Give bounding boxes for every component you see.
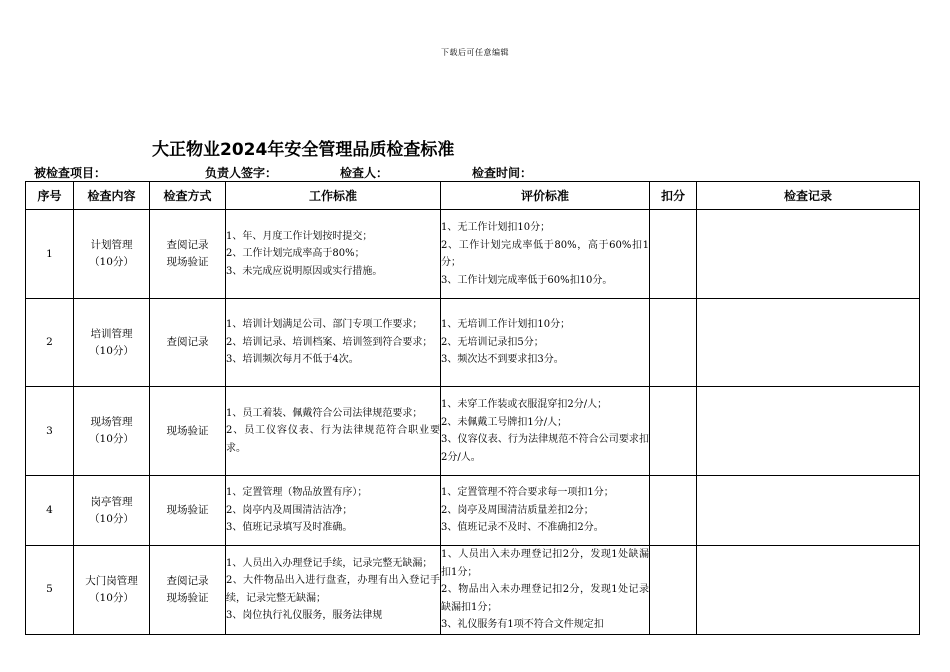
table-row [26,210,920,299]
responsible-label: 负责人签字： [205,166,278,180]
row-evaluation [441,299,650,387]
row-standard [226,210,441,299]
row-no: 3 [26,387,74,476]
header-deduction: 扣分 [650,182,697,210]
row-method [150,476,226,546]
method-line: 现场验证 [166,504,209,516]
row-content [74,476,150,546]
deduction-cell[interactable] [650,546,697,635]
row-no: 2 [26,299,74,387]
content-line: 大门岗管理 [85,574,138,587]
evaluation-item: 1、无工作计划扣10分； [441,222,551,233]
row-standard [226,299,441,387]
content-line: （10分） [89,256,134,268]
method-line: 现场验证 [166,591,209,604]
standard-item: 3、培训频次每月不低于4次。 [226,354,359,366]
row-method [150,546,226,635]
evaluation-item: 2、物品出入未办理登记扣2分，发现1处记录缺漏扣1分； [441,584,649,613]
deduction-cell[interactable] [650,476,697,546]
table-row [26,476,920,546]
standard-item: 1、人员出入办理登记手续，记录完整无缺漏； [226,557,433,569]
inspector-label: 检查人： [340,166,389,180]
standard-item: 2、培训记录、培训档案、培训签到符合要求； [226,336,433,348]
standard-item: 2、工作计划完成率高于80%； [226,248,365,260]
header-record: 检查记录 [697,182,920,210]
row-no: 1 [26,210,74,299]
row-method [150,387,226,476]
row-standard [226,476,441,546]
content-line: 计划管理 [90,239,133,251]
row-method [150,299,226,387]
header-content: 检查内容 [74,182,150,210]
content-line: 现场管理 [90,416,133,428]
deduction-cell[interactable] [650,210,697,299]
evaluation-item: 3、工作计划完成率低于60%扣10分。 [441,274,613,286]
evaluation-item: 3、仪容仪表、行为法律规范不符合公司要求扣2分/人。 [441,434,649,463]
evaluation-item: 2、工作计划完成率低于80%，高于60%扣1分； [441,239,649,268]
row-evaluation [441,546,650,635]
table-header-row [26,182,920,210]
evaluation-item: 1、未穿工作装或衣服混穿扣2分/人； [441,399,608,410]
row-method [150,210,226,299]
inspection-table [25,181,920,635]
evaluation-item: 1、无培训工作计划扣10分； [441,319,571,331]
row-evaluation [441,476,650,546]
document-title: 大正物业2024年安全管理品质检查标准 [152,140,455,160]
project-label: 被检查项目： [34,166,107,180]
time-label: 检查时间： [472,166,533,180]
standard-item: 1、定置管理（物品放置有序）； [226,487,368,499]
method-line: 现场验证 [166,424,209,437]
standard-item: 1、年、月度工作计划按时提交； [226,230,373,242]
deduction-cell[interactable] [650,299,697,387]
row-standard [226,546,441,635]
method-line: 查阅记录 [166,574,209,587]
record-cell[interactable] [697,299,920,387]
row-content [74,387,150,476]
evaluation-item: 3、礼仪服务有1项不符合文件规定扣 [441,619,604,630]
method-line: 查阅记录 [166,239,209,251]
standard-item: 2、员工仪容仪表、行为法律规范符合职业要求。 [226,425,440,454]
evaluation-item: 1、定置管理不符合要求每一项扣1分； [441,487,614,499]
content-line: （10分） [89,344,134,357]
content-line: （10分） [89,591,134,604]
row-content [74,299,150,387]
header-note: 下载后可任意编辑 [441,48,509,57]
evaluation-item: 2、无培训记录扣5分； [441,336,544,348]
row-no: 4 [26,476,74,546]
meta-row [34,164,914,182]
row-evaluation [441,387,650,476]
evaluation-item: 2、岗亭及周围清洁质量差扣2分； [441,504,594,516]
row-content [74,546,150,635]
standard-item: 3、值班记录填写及时准确。 [226,522,353,534]
record-cell[interactable] [697,476,920,546]
header-method: 检查方式 [150,182,226,210]
table-row [26,546,920,635]
content-line: 培训管理 [90,327,133,340]
header-no: 序号 [26,182,74,210]
content-line: （10分） [89,512,134,525]
method-line: 查阅记录 [166,336,209,348]
row-content [74,210,150,299]
evaluation-item: 1、人员出入未办理登记扣2分，发现1处缺漏扣1分； [441,549,649,578]
evaluation-item: 2、未佩戴工号牌扣1分/人； [441,416,568,428]
content-line: 岗亭管理 [90,495,133,508]
deduction-cell[interactable] [650,387,697,476]
record-cell[interactable] [697,210,920,299]
row-no: 5 [26,546,74,635]
row-evaluation [441,210,650,299]
content-line: （10分） [89,433,134,445]
table-row [26,387,920,476]
evaluation-item: 3、频次达不到要求扣3分。 [441,354,564,366]
standard-item: 2、大件物品出入进行盘查，办理有出入登记手续，记录完整无缺漏； [226,575,440,604]
standard-item: 3、未完成应说明原因或实行措施。 [226,265,383,277]
record-cell[interactable] [697,546,920,635]
row-standard [226,387,441,476]
standard-item: 2、岗亭内及周围清洁洁净； [226,504,353,516]
method-line: 现场验证 [166,256,209,268]
table-row [26,299,920,387]
record-cell[interactable] [697,387,920,476]
standard-item: 3、岗位执行礼仪服务，服务法律规 [226,610,383,622]
header-evaluation: 评价标准 [441,182,650,210]
standard-item: 1、员工着装、佩戴符合公司法律规范要求； [226,407,423,419]
header-standard: 工作标准 [226,182,441,210]
evaluation-item: 3、值班记录不及时、不准确扣2分。 [441,522,604,534]
standard-item: 1、培训计划满足公司、部门专项工作要求； [226,319,423,331]
